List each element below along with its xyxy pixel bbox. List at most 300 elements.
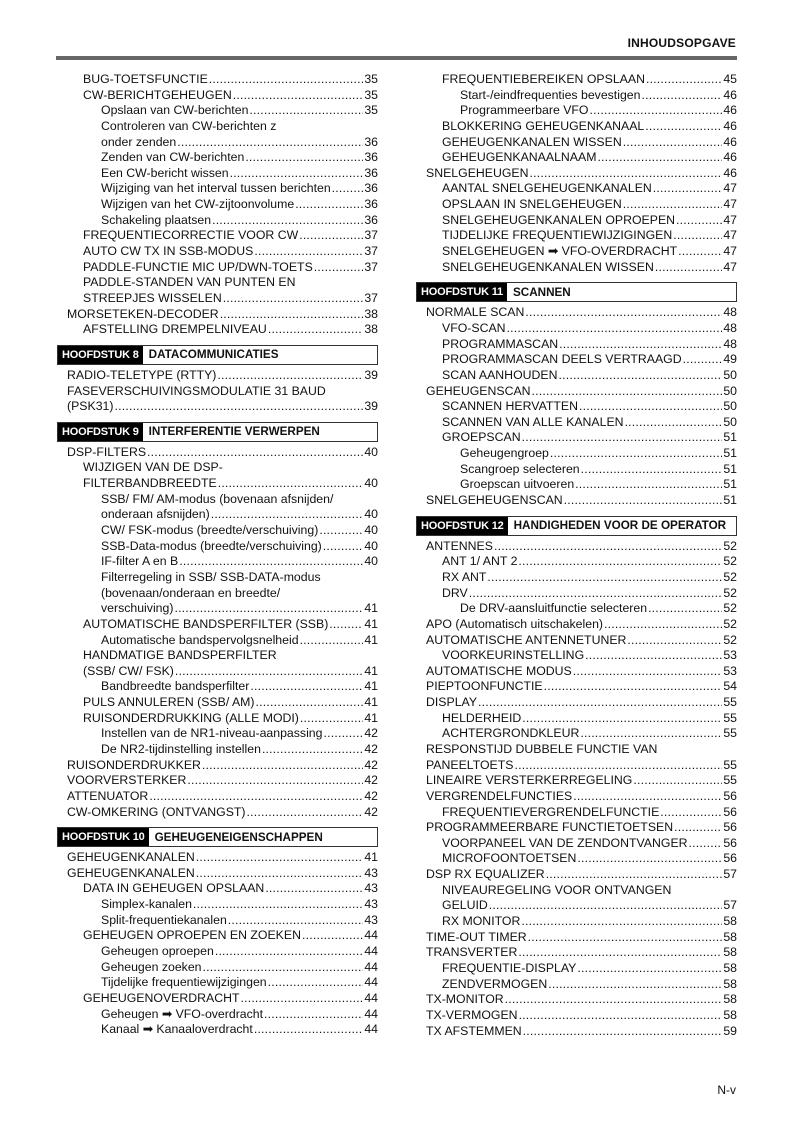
toc-entry-page: 42 — [364, 773, 378, 788]
toc-entry[interactable] — [426, 961, 737, 977]
toc-entry-page: 45 — [723, 72, 737, 86]
toc-entry-title: DSP RX EQUALIZER — [426, 867, 545, 882]
toc-entry[interactable] — [67, 554, 378, 570]
dot-leader — [558, 368, 722, 384]
toc-entry[interactable] — [67, 368, 378, 384]
toc-entry[interactable] — [67, 181, 378, 197]
chapter-spacer — [67, 820, 378, 827]
dot-leader — [196, 850, 364, 866]
toc-entry[interactable] — [426, 726, 737, 742]
dot-leader — [268, 975, 364, 991]
toc-entry-title: SSB/ FM/ AM-modus (bovenaan afsnijden/ — [101, 491, 334, 506]
toc-entry-page: 55 — [723, 710, 737, 725]
toc-entry-title: DATA IN GEHEUGEN OPSLAAN — [83, 881, 265, 896]
toc-entry[interactable] — [67, 460, 378, 476]
dot-leader — [323, 726, 363, 742]
dot-leader — [215, 944, 363, 960]
toc-entry-page: 40 — [364, 444, 378, 459]
toc-entry[interactable] — [67, 103, 378, 119]
dot-leader — [264, 1007, 363, 1023]
chapter-number: HOOFDSTUK 11 — [417, 283, 507, 301]
toc-entry[interactable] — [426, 836, 737, 852]
toc-entry-page: 58 — [723, 929, 737, 944]
dot-leader — [648, 601, 722, 617]
dot-leader — [494, 539, 722, 555]
toc-entry-title: (SSB/ CW/ FSK) — [83, 663, 174, 678]
toc-entry[interactable] — [426, 72, 737, 88]
dot-leader — [678, 244, 722, 260]
toc-entry[interactable] — [426, 368, 737, 384]
dot-leader — [518, 554, 722, 570]
toc-entry[interactable] — [67, 507, 378, 523]
toc-entry-title: GEHEUGENKANAALNAAM — [442, 150, 597, 165]
dot-leader — [147, 445, 363, 461]
toc-entry-page: 38 — [364, 322, 378, 337]
toc-entry-title: AUTOMATISCHE BANDSPERFILTER (SSB) — [83, 616, 329, 631]
toc-entry-title: CW-OMKERING (ONTVANGST) — [67, 804, 246, 819]
toc-entry[interactable] — [426, 664, 737, 680]
toc-entry-title: GEHEUGENKANALEN — [67, 865, 195, 880]
dot-leader — [212, 213, 363, 229]
toc-entry[interactable] — [67, 913, 378, 929]
dot-leader — [646, 72, 722, 88]
toc-entry-title: GELUID — [442, 898, 488, 913]
toc-entry[interactable] — [426, 695, 737, 711]
toc-entry-title: TX-MONITOR — [426, 992, 504, 1007]
toc-entry-page: 42 — [364, 726, 378, 741]
toc-entry[interactable] — [426, 493, 737, 509]
chapter-title: GEHEUGENEIGENSCHAPPEN — [154, 830, 323, 844]
dot-leader — [230, 166, 364, 182]
toc-entry[interactable] — [67, 866, 378, 882]
toc-entry[interactable] — [67, 260, 378, 276]
toc-entry-title: PIEPTOONFUNCTIE — [426, 679, 543, 694]
chapter-number: HOOFDSTUK 8 — [58, 346, 143, 364]
toc-entry[interactable] — [426, 992, 737, 1008]
toc-entry-page: 51 — [723, 477, 737, 492]
toc-entry[interactable] — [67, 322, 378, 338]
dot-leader — [245, 150, 363, 166]
toc-entry-page: 43 — [364, 912, 378, 927]
toc-entry-page: 49 — [723, 352, 737, 367]
toc-entry-title: DSP-FILTERS — [67, 444, 147, 459]
toc-entry-title: ZENDVERMOGEN — [442, 976, 548, 991]
toc-entry-title: SNELGEHEUGENSCAN — [426, 493, 563, 508]
toc-entry[interactable] — [426, 352, 737, 368]
dot-leader — [329, 617, 363, 633]
dot-leader — [249, 103, 363, 119]
toc-entry[interactable] — [426, 586, 737, 602]
toc-entry[interactable] — [67, 850, 378, 866]
toc-entry-page: 35 — [364, 72, 378, 86]
toc-entry-title: SNELGEHEUGEN — [426, 165, 529, 180]
dot-leader — [645, 119, 722, 135]
dot-leader — [689, 836, 723, 852]
dot-leader — [505, 992, 723, 1008]
toc-left-column — [62, 72, 378, 1038]
toc-entry[interactable] — [67, 648, 378, 664]
toc-entry-page: 51 — [723, 430, 737, 445]
dot-leader — [149, 789, 363, 805]
toc-entry[interactable] — [67, 399, 378, 415]
toc-entry[interactable] — [67, 1022, 378, 1038]
toc-entry[interactable] — [426, 135, 737, 151]
dot-leader — [211, 507, 364, 523]
toc-entry-page: 36 — [364, 197, 378, 212]
dot-leader — [580, 726, 722, 742]
dot-leader — [174, 601, 363, 617]
chapter-title: SCANNEN — [512, 285, 571, 299]
toc-entry-page: 42 — [364, 741, 378, 756]
toc-entry[interactable] — [67, 1007, 378, 1023]
chapter-heading — [57, 827, 378, 847]
toc-entry[interactable] — [426, 166, 737, 182]
toc-entry-page: 52 — [723, 554, 737, 569]
toc-entry[interactable] — [426, 1024, 737, 1040]
toc-entry-title: PROGRAMMASCAN — [442, 336, 559, 351]
toc-entry[interactable] — [426, 867, 737, 883]
toc-entry-page: 56 — [723, 820, 737, 835]
toc-entry[interactable] — [67, 135, 378, 151]
toc-entry[interactable] — [67, 523, 378, 539]
toc-entry-page: 41 — [364, 695, 378, 710]
dot-leader — [548, 977, 722, 993]
toc-entry-page: 39 — [364, 399, 378, 414]
toc-entry-title: ANTENNES — [426, 538, 493, 553]
toc-entry-page: 50 — [723, 383, 737, 398]
chapter-heading — [416, 516, 737, 536]
toc-entry[interactable] — [426, 554, 737, 570]
dot-leader — [546, 867, 723, 883]
toc-entry[interactable] — [67, 88, 378, 104]
toc-entry[interactable] — [67, 789, 378, 805]
dot-leader — [519, 1008, 723, 1024]
dot-leader — [203, 960, 364, 976]
toc-entry[interactable] — [67, 991, 378, 1007]
toc-entry-page: 58 — [723, 1007, 737, 1022]
toc-entry-page: 36 — [364, 150, 378, 165]
toc-entry[interactable] — [426, 883, 737, 899]
chapter-spacer — [426, 509, 737, 516]
dot-leader — [633, 773, 722, 789]
toc-entry-title: Opslaan van CW-berichten — [101, 103, 249, 118]
toc-entry[interactable] — [67, 679, 378, 695]
toc-entry[interactable] — [67, 570, 378, 586]
toc-entry[interactable] — [426, 930, 737, 946]
toc-entry-title: Programmeerbare VFO — [460, 103, 589, 118]
dot-leader — [323, 539, 364, 555]
dot-leader — [585, 648, 722, 664]
toc-entry[interactable] — [67, 664, 378, 680]
toc-entry-page: 52 — [723, 569, 737, 584]
toc-entry[interactable] — [67, 975, 378, 991]
toc-entry-page: 43 — [364, 881, 378, 896]
toc-entry-title: Wijziging van het interval tussen berichten — [101, 181, 331, 196]
toc-entry[interactable] — [426, 103, 737, 119]
toc-entry[interactable] — [67, 711, 378, 727]
toc-entry-title: RESPONSTIJD DUBBELE FUNCTIE VAN — [426, 741, 658, 756]
toc-entry[interactable] — [426, 197, 737, 213]
chapter-heading — [57, 422, 378, 442]
dot-leader — [196, 866, 364, 882]
toc-entry-title: NIVEAUREGELING VOOR ONTVANGEN — [442, 882, 672, 897]
toc-entry-title: Filterregeling in SSB/ SSB-DATA-modus — [101, 569, 321, 584]
toc-entry-title: De DRV-aansluitfunctie selecteren — [460, 601, 648, 616]
toc-entry[interactable] — [67, 476, 378, 492]
toc-entry[interactable] — [67, 586, 378, 602]
toc-entry[interactable] — [67, 307, 378, 323]
toc-entry-page: 41 — [364, 601, 378, 616]
toc-entry-page: 50 — [723, 367, 737, 382]
toc-entry-title: VOORKEURINSTELLING — [442, 648, 585, 663]
dot-leader — [254, 244, 363, 260]
dot-leader — [530, 166, 723, 182]
toc-entry[interactable] — [426, 462, 737, 478]
toc-entry-page: 43 — [364, 865, 378, 880]
toc-entry-title: Start-/eindfrequenties bevestigen — [460, 87, 641, 102]
chapter-title: DATACOMMUNICATIES — [148, 348, 279, 362]
toc-entry-page: 46 — [723, 134, 737, 149]
toc-entry[interactable] — [67, 742, 378, 758]
toc-entry-page: 40 — [364, 523, 378, 538]
toc-entry[interactable] — [67, 492, 378, 508]
toc-entry-page: 51 — [723, 493, 737, 508]
toc-entry[interactable] — [67, 633, 378, 649]
toc-entry-page: 58 — [723, 945, 737, 960]
toc-entry-title: GEHEUGENOVERDRACHT — [83, 990, 240, 1005]
toc-entry-page: 47 — [723, 197, 737, 212]
toc-entry[interactable] — [67, 944, 378, 960]
toc-entry-title: SNELGEHEUGEN ➡ VFO-OVERDRACHT — [442, 244, 678, 259]
toc-entry[interactable] — [426, 633, 737, 649]
dot-leader — [550, 446, 722, 462]
toc-entry-title: AANTAL SNELGEHEUGENKANALEN — [442, 181, 652, 196]
dot-leader — [521, 914, 722, 930]
toc-entry[interactable] — [67, 445, 378, 461]
toc-entry[interactable] — [67, 617, 378, 633]
toc-entry[interactable] — [426, 711, 737, 727]
toc-entry-page: 44 — [364, 944, 378, 959]
toc-entry[interactable] — [67, 291, 378, 307]
toc-entry-page: 37 — [364, 259, 378, 274]
toc-entry-page: 58 — [723, 960, 737, 975]
toc-entry-title: BLOKKERING GEHEUGENKANAAL — [442, 118, 645, 133]
toc-entry[interactable] — [426, 570, 737, 586]
toc-entry[interactable] — [426, 399, 737, 415]
toc-entry-title: VOORVERSTERKER — [67, 773, 187, 788]
toc-entry[interactable] — [67, 881, 378, 897]
toc-entry[interactable] — [426, 337, 737, 353]
toc-entry[interactable] — [426, 446, 737, 462]
toc-entry-title: SCANNEN VAN ALLE KANALEN — [442, 414, 624, 429]
toc-entry[interactable] — [426, 228, 737, 244]
dot-leader — [674, 820, 722, 836]
toc-entry-page: 52 — [723, 616, 737, 631]
toc-entry-title: GEHEUGENKANALEN WISSEN — [442, 134, 622, 149]
toc-entry[interactable] — [67, 244, 378, 260]
toc-entry-title: MORSETEKEN-DECODER — [67, 306, 219, 321]
toc-entry[interactable] — [426, 758, 737, 774]
toc-entry-page: 40 — [364, 538, 378, 553]
toc-entry[interactable] — [67, 72, 378, 88]
toc-entry[interactable] — [67, 928, 378, 944]
toc-entry[interactable] — [426, 321, 737, 337]
toc-entry-title: onderaan afsnijden) — [101, 507, 210, 522]
toc-entry-title: RUISONDERDRUKKER — [67, 757, 201, 772]
toc-entry-page: 42 — [364, 804, 378, 819]
toc-entry[interactable] — [426, 1008, 737, 1024]
toc-entry-title: PULS ANNULEREN (SSB/ AM) — [83, 695, 255, 710]
toc-entry-page: 54 — [723, 679, 737, 694]
dot-leader — [247, 805, 364, 821]
toc-entry[interactable] — [426, 851, 737, 867]
toc-entry[interactable] — [426, 384, 737, 400]
dot-leader — [217, 368, 363, 384]
toc-entry[interactable] — [426, 244, 737, 260]
toc-entry[interactable] — [67, 897, 378, 913]
toc-entry-page: 57 — [723, 898, 737, 913]
toc-entry[interactable] — [67, 197, 378, 213]
dot-leader — [673, 228, 722, 244]
toc-entry[interactable] — [67, 150, 378, 166]
toc-entry-title: LINEAIRE VERSTERKERREGELING — [426, 773, 633, 788]
toc-entry-title: Controleren van CW-berichten z — [101, 118, 277, 133]
toc-entry-title: ACHTERGRONDKLEUR — [442, 726, 580, 741]
page-number: N-v — [717, 1083, 736, 1097]
dot-leader — [319, 523, 363, 539]
toc-entry[interactable] — [426, 648, 737, 664]
toc-entry[interactable] — [426, 119, 737, 135]
toc-entry[interactable] — [67, 119, 378, 135]
toc-entry[interactable] — [426, 539, 737, 555]
toc-entry-title: De NR2-tijdinstelling instellen — [101, 741, 261, 756]
dot-leader — [469, 586, 723, 602]
toc-entry-page: 37 — [364, 228, 378, 243]
toc-entry-page: 56 — [723, 851, 737, 866]
toc-entry-page: 58 — [723, 914, 737, 929]
dot-leader — [489, 898, 723, 914]
toc-entry-title: Automatische bandspervolgsnelheid — [101, 632, 299, 647]
toc-entry[interactable] — [426, 805, 737, 821]
toc-entry[interactable] — [426, 477, 737, 493]
toc-entry-page: 58 — [723, 976, 737, 991]
chapter-heading — [57, 345, 378, 365]
dot-leader — [300, 633, 364, 649]
toc-entry[interactable] — [426, 898, 737, 914]
toc-entry[interactable] — [67, 601, 378, 617]
dot-leader — [532, 384, 723, 400]
toc-entry-title: DRV — [442, 585, 468, 600]
toc-entry[interactable] — [426, 945, 737, 961]
dot-leader — [514, 758, 722, 774]
dot-leader — [250, 679, 363, 695]
toc-entry[interactable] — [67, 539, 378, 555]
dot-leader — [202, 758, 363, 774]
dot-leader — [525, 305, 722, 321]
dot-leader — [256, 695, 364, 711]
toc-entry[interactable] — [67, 166, 378, 182]
toc-entry[interactable] — [426, 150, 737, 166]
toc-entry[interactable] — [426, 88, 737, 104]
toc-entry[interactable] — [426, 617, 737, 633]
dot-leader — [564, 493, 723, 509]
toc-entry[interactable] — [426, 213, 737, 229]
toc-entry-page: 47 — [723, 181, 737, 196]
dot-leader — [653, 181, 723, 197]
toc-entry-page: 52 — [723, 538, 737, 553]
toc-entry-title: STREEPJES WISSELEN — [83, 290, 222, 305]
toc-entry[interactable] — [426, 181, 737, 197]
toc-entry[interactable] — [67, 773, 378, 789]
toc-entry-page: 59 — [723, 1023, 737, 1038]
toc-entry-title: TIME-OUT TIMER — [426, 929, 527, 944]
toc-entry[interactable] — [426, 415, 737, 431]
toc-entry[interactable] — [67, 695, 378, 711]
toc-entry[interactable] — [426, 601, 737, 617]
dot-leader — [220, 307, 364, 323]
toc-entry[interactable] — [67, 805, 378, 821]
toc-entry-title: AUTOMATISCHE ANTENNETUNER — [426, 632, 627, 647]
toc-entry-title: onder zenden — [101, 134, 177, 149]
dot-leader — [604, 617, 722, 633]
dot-leader — [187, 773, 363, 789]
dot-leader — [240, 991, 363, 1007]
toc-entry-title: TRANSVERTER — [426, 945, 518, 960]
toc-entry[interactable] — [426, 430, 737, 446]
toc-entry-title: BUG-TOETSFUNCTIE — [83, 72, 208, 86]
toc-entry[interactable] — [67, 213, 378, 229]
chapter-spacer — [67, 338, 378, 345]
toc-entry-title: PADDLE-STANDEN VAN PUNTEN EN — [83, 275, 296, 290]
toc-entry[interactable] — [426, 914, 737, 930]
dot-leader — [223, 291, 364, 307]
toc-entry-title: TX-VERMOGEN — [426, 1007, 518, 1022]
toc-entry[interactable] — [426, 679, 737, 695]
toc-entry[interactable] — [426, 742, 737, 758]
toc-entry[interactable] — [67, 228, 378, 244]
dot-leader — [314, 260, 364, 276]
toc-entry[interactable] — [426, 260, 737, 276]
toc-entry[interactable] — [426, 820, 737, 836]
toc-entry[interactable] — [67, 275, 378, 291]
toc-entry-page: 56 — [723, 835, 737, 850]
toc-entry[interactable] — [67, 960, 378, 976]
toc-entry-title: VERGRENDELFUNCTIES — [426, 788, 573, 803]
toc-entry-title: GEHEUGENSCAN — [426, 383, 531, 398]
toc-entry-title: TIJDELIJKE FREQUENTIEWIJZIGINGEN — [442, 228, 673, 243]
toc-entry-title: Geheugen oproepen — [101, 944, 214, 959]
toc-entry-page: 41 — [364, 663, 378, 678]
toc-entry-page: 42 — [364, 757, 378, 772]
toc-entry[interactable] — [67, 758, 378, 774]
toc-entry[interactable] — [426, 789, 737, 805]
toc-entry[interactable] — [67, 384, 378, 400]
toc-entry[interactable] — [426, 773, 737, 789]
toc-entry-page: 46 — [723, 150, 737, 165]
toc-entry[interactable] — [426, 305, 737, 321]
dot-leader — [623, 197, 723, 213]
toc-entry[interactable] — [67, 726, 378, 742]
toc-entry[interactable] — [426, 977, 737, 993]
dot-leader — [295, 197, 363, 213]
toc-entry-title: TX AFSTEMMEN — [426, 1023, 522, 1038]
toc-entry-title: GROEPSCAN — [442, 430, 521, 445]
dot-leader — [228, 913, 364, 929]
toc-entry-title: APO (Automatisch uitschakelen) — [426, 616, 604, 631]
chapter-number: HOOFDSTUK 12 — [417, 517, 508, 535]
toc-entry-title: HELDERHEID — [442, 710, 522, 725]
toc-entry-title: GEHEUGENKANALEN — [67, 850, 195, 865]
